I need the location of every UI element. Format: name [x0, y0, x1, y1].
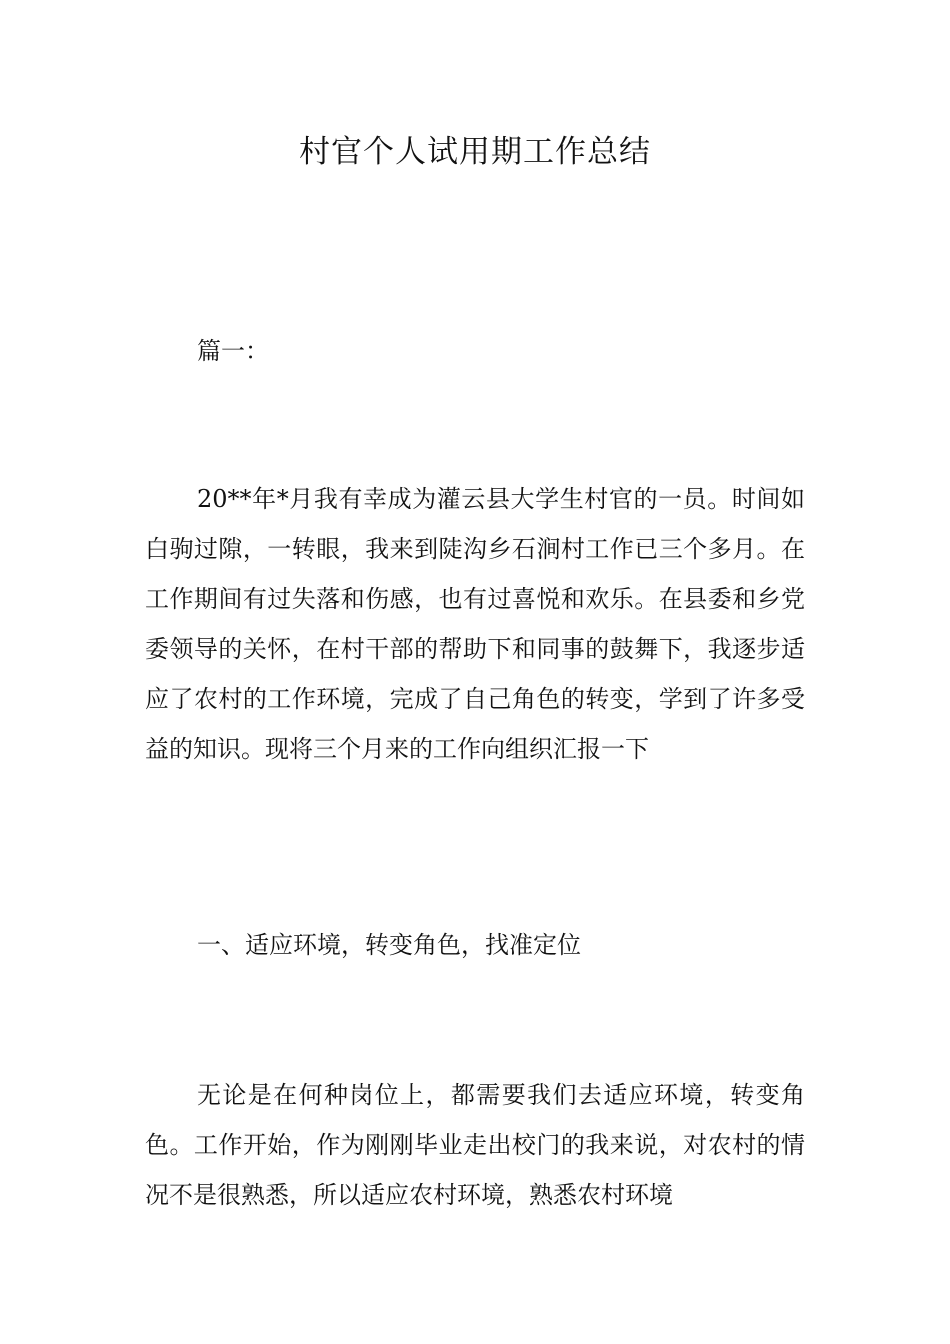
section-heading-1: 一、适应环境，转变角色，找准定位 — [197, 931, 581, 959]
section-label: 篇一： — [197, 337, 269, 365]
body-paragraph-1: 20**年*月我有幸成为灌云县大学生村官的一员。时间如白驹过隙，一转眼，我来到陡沟乡石涧村工作已三个多月。在工作期间有过失落和伤感，也有过喜悦和欢乐。在县委和乡党委领导的关怀，在村干部的帮助下和同事的鼓舞下，我逐步适应了农村的工作环境，完成了自己角色的转变，学到了许多受益的知识。现将三个月来的工作向组织汇报一下 — [145, 485, 805, 763]
body-paragraph-2: 无论是在何种岗位上，都需要我们去适应环境，转变角色。工作开始，作为刚刚毕业走出校门的我来说，对农村的情况不是很熟悉，所以适应农村环境，熟悉农村环境 — [145, 1081, 805, 1209]
document-title: 村官个人试用期工作总结 — [299, 134, 651, 170]
